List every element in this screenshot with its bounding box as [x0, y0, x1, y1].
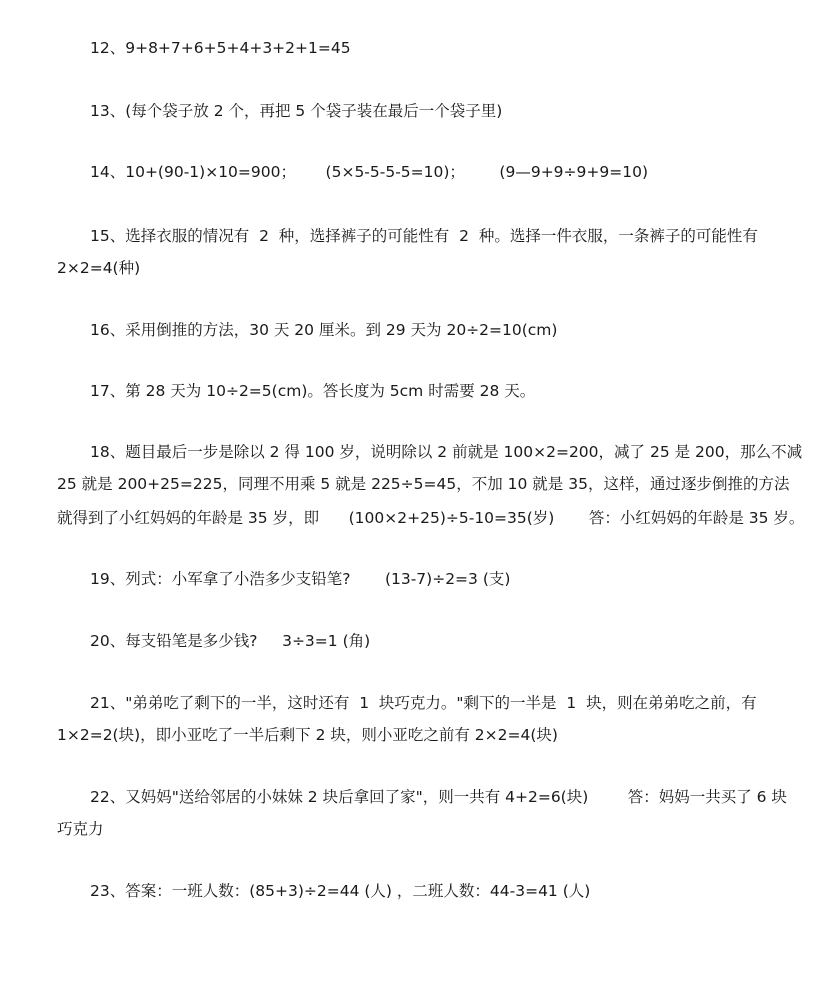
- answer-17: 17、第 28 天为 10÷2=5(cm)。答长度为 5cm 时需要 28 天。: [90, 382, 536, 400]
- answer-22-line-2: 巧克力: [57, 820, 104, 838]
- answer-15-line-1: 15、选择衣服的情况有 2 种，选择裤子的可能性有 2 种。选择一件衣服，一条裤子的可能性有: [90, 227, 758, 245]
- answer-21-line-2: 1×2=2(块)，即小亚吃了一半后剩下 2 块，则小亚吃之前有 2×2=4(块): [57, 726, 558, 744]
- answer-21-line-1: 21、"弟弟吃了剩下的一半，这时还有 1 块巧克力。"剩下的一半是 1 块，则在弟弟吃之前，有: [90, 694, 757, 712]
- answer-19: 19、列式：小军拿了小浩多少支铅笔? (13-7)÷2=3 (支): [90, 570, 511, 588]
- answer-12: 12、9+8+7+6+5+4+3+2+1=45: [90, 39, 351, 57]
- answer-18-line-2: 25 就是 200+25=225，同理不用乘 5 就是 225÷5=45，不加 10 就是 35，这样，通过逐步倒推的方法: [57, 475, 790, 493]
- answer-15-line-2: 2×2=4(种): [57, 259, 141, 277]
- answer-20: 20、每支铅笔是多少钱? 3÷3=1 (角): [90, 632, 371, 650]
- answer-16: 16、采用倒推的方法，30 天 20 厘米。到 29 天为 20÷2=10(cm): [90, 321, 558, 339]
- answer-18-line-1: 18、题目最后一步是除以 2 得 100 岁，说明除以 2 前就是 100×2=200，减了 25 是 200，那么不减: [90, 443, 803, 461]
- answer-18-line-3: 就得到了小红妈妈的年龄是 35 岁，即 (100×2+25)÷5-10=35(岁) 答：小红妈妈的年龄是 35 岁。: [57, 509, 805, 527]
- answer-14: 14、10+(90-1)×10=900； (5×5-5-5-5=10)； (9—9+9÷9+9=10): [90, 163, 648, 181]
- answer-13: 13、(每个袋子放 2 个，再把 5 个袋子装在最后一个袋子里): [90, 102, 503, 120]
- answer-23: 23、答案：一班人数：(85+3)÷2=44 (人) ，二班人数：44-3=41 (人): [90, 882, 591, 900]
- answer-22-line-1: 22、又妈妈"送给邻居的小妹妹 2 块后拿回了家"，则一共有 4+2=6(块) 答：妈妈一共买了 6 块: [90, 788, 787, 806]
